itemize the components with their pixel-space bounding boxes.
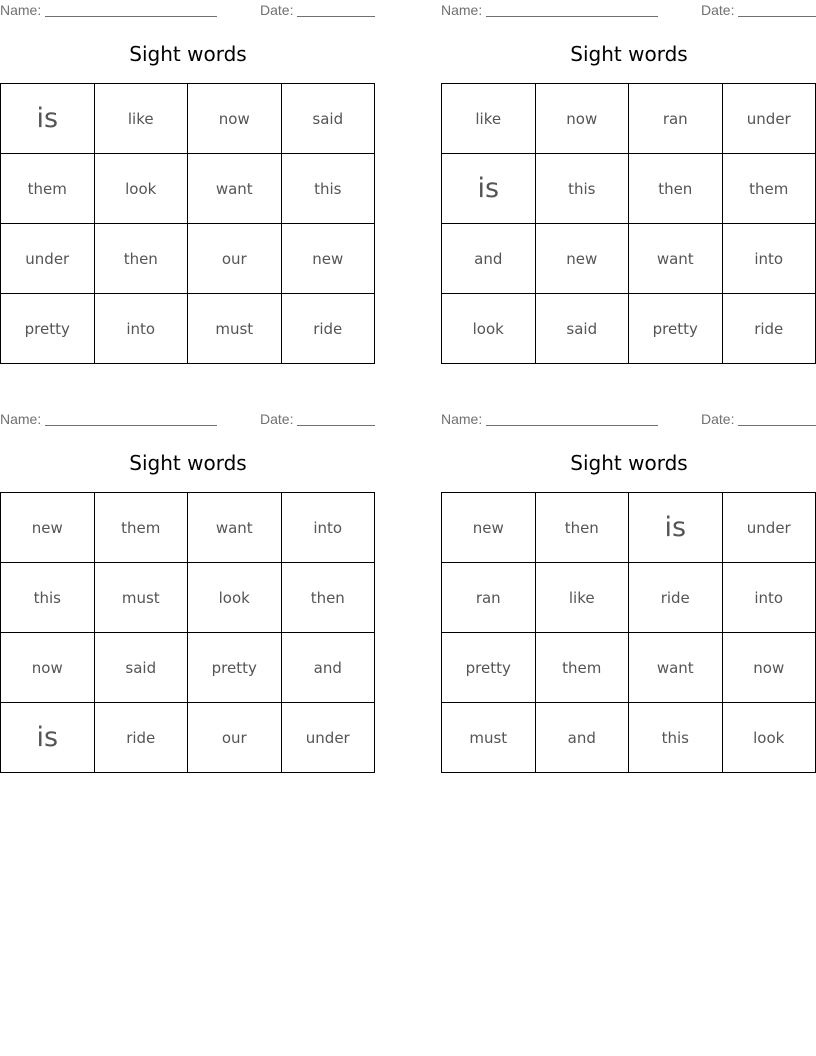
word-cell: must <box>442 703 536 773</box>
word-cell: ride <box>282 294 376 364</box>
word-cell: this <box>536 154 630 224</box>
word-cell: now <box>1 633 95 703</box>
worksheet-card <box>0 0 376 365</box>
card-title: Sight words <box>129 451 247 475</box>
word-cell: them <box>95 493 189 563</box>
word-cell: must <box>188 294 282 364</box>
word-cell: them <box>1 154 95 224</box>
word-cell: then <box>629 154 723 224</box>
word-grid <box>441 83 816 364</box>
word-cell: and <box>442 224 536 294</box>
word-cell: new <box>442 493 536 563</box>
word-cell: into <box>723 224 816 294</box>
word-cell: ride <box>723 294 816 364</box>
word-cell: and <box>282 633 376 703</box>
word-cell: want <box>188 493 282 563</box>
name-blank-line <box>45 16 217 17</box>
word-grid <box>441 492 816 773</box>
date-blank-line <box>738 16 816 17</box>
name-date-header <box>0 2 376 20</box>
word-cell: said <box>536 294 630 364</box>
name-label: Name: <box>0 411 42 427</box>
word-cell: new <box>1 493 95 563</box>
word-cell: then <box>536 493 630 563</box>
word-cell: look <box>95 154 189 224</box>
word-cell: now <box>723 633 816 703</box>
card-title: Sight words <box>570 42 688 66</box>
word-cell: now <box>536 84 630 154</box>
word-cell: ride <box>95 703 189 773</box>
word-cell: look <box>442 294 536 364</box>
word-cell: pretty <box>188 633 282 703</box>
word-cell: like <box>442 84 536 154</box>
worksheet-card <box>441 409 816 774</box>
word-cell: like <box>95 84 189 154</box>
word-cell: want <box>629 224 723 294</box>
word-cell: now <box>188 84 282 154</box>
word-cell: this <box>282 154 376 224</box>
word-cell: is <box>629 493 723 563</box>
word-cell: said <box>95 633 189 703</box>
word-cell: want <box>629 633 723 703</box>
word-cell: this <box>1 563 95 633</box>
word-cell: like <box>536 563 630 633</box>
word-cell: said <box>282 84 376 154</box>
word-cell: look <box>723 703 816 773</box>
name-blank-line <box>486 16 658 17</box>
word-cell: is <box>442 154 536 224</box>
word-cell: ran <box>442 563 536 633</box>
date-label: Date: <box>260 411 294 427</box>
date-blank-line <box>297 16 375 17</box>
name-date-header <box>441 2 816 20</box>
worksheet-card <box>441 0 816 365</box>
date-label: Date: <box>701 411 735 427</box>
word-cell: and <box>536 703 630 773</box>
word-cell: is <box>1 703 95 773</box>
word-cell: new <box>282 224 376 294</box>
word-cell: pretty <box>442 633 536 703</box>
name-label: Name: <box>441 2 483 18</box>
word-cell: then <box>282 563 376 633</box>
word-cell: under <box>1 224 95 294</box>
name-blank-line <box>45 425 217 426</box>
word-cell: then <box>95 224 189 294</box>
name-label: Name: <box>0 2 42 18</box>
word-cell: pretty <box>629 294 723 364</box>
word-cell: into <box>95 294 189 364</box>
word-cell: must <box>95 563 189 633</box>
card-title: Sight words <box>570 451 688 475</box>
word-cell: ride <box>629 563 723 633</box>
card-title: Sight words <box>129 42 247 66</box>
word-cell: look <box>188 563 282 633</box>
date-blank-line <box>297 425 375 426</box>
word-cell: them <box>536 633 630 703</box>
word-cell: our <box>188 703 282 773</box>
word-cell: under <box>723 84 816 154</box>
word-cell: under <box>723 493 816 563</box>
date-label: Date: <box>701 2 735 18</box>
word-cell: new <box>536 224 630 294</box>
word-cell: this <box>629 703 723 773</box>
name-blank-line <box>486 425 658 426</box>
word-cell: into <box>282 493 376 563</box>
word-cell: pretty <box>1 294 95 364</box>
date-blank-line <box>738 425 816 426</box>
word-cell: is <box>1 84 95 154</box>
word-cell: ran <box>629 84 723 154</box>
word-cell: under <box>282 703 376 773</box>
word-cell: into <box>723 563 816 633</box>
worksheet-card <box>0 409 376 774</box>
name-date-header <box>441 411 816 429</box>
word-cell: them <box>723 154 816 224</box>
word-cell: want <box>188 154 282 224</box>
date-label: Date: <box>260 2 294 18</box>
word-cell: our <box>188 224 282 294</box>
word-grid <box>0 492 375 773</box>
word-grid <box>0 83 375 364</box>
name-date-header <box>0 411 376 429</box>
name-label: Name: <box>441 411 483 427</box>
